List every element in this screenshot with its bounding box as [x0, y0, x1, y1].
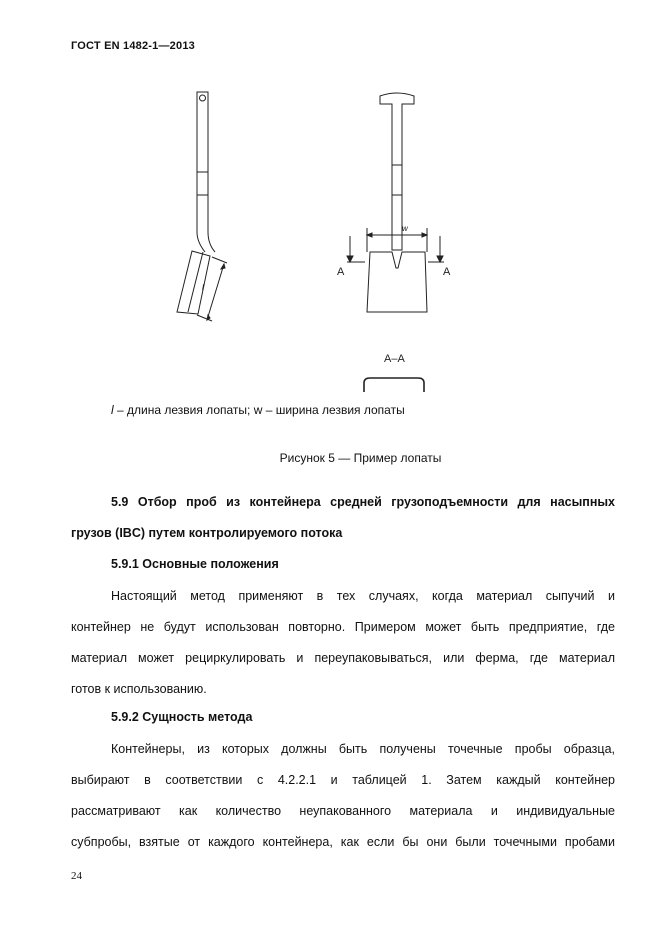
label-w: w	[402, 224, 408, 233]
paragraph-line: контейнер не будут использован повторно. Примером может быть предприятие, где	[71, 620, 615, 634]
figure-legend	[111, 403, 405, 417]
legend-l-text: – длина лезвия лопаты;	[113, 403, 254, 417]
paragraph-line: материал может рециркулировать и переупаковываться, или ферма, где материал	[71, 651, 615, 665]
paragraph-line: Контейнеры, из которых должны быть получены точечные пробы образца,	[111, 742, 615, 756]
section-5-9-2-paragraph	[71, 734, 615, 858]
legend-w-text: – ширина лезвия лопаты	[262, 403, 405, 417]
section-5-9-1-heading: 5.9.1 Основные положения	[111, 557, 279, 571]
figure-title: Рисунок 5 — Пример лопаты	[279, 451, 442, 465]
legend-l-symbol: l	[111, 403, 114, 417]
section-5-9-2-heading: 5.9.2 Сущность метода	[111, 710, 253, 724]
section-mark-left: A	[337, 266, 345, 278]
document-code: ГОСТ EN 1482-1—2013	[71, 40, 195, 52]
paragraph-line: субпробы, взятые от каждого контейнера, как если бы они были точечными пробами	[71, 835, 615, 849]
section-5-9-heading	[71, 487, 615, 549]
shovel-front-view	[347, 93, 444, 312]
section-5-9-heading-line2: грузов (IBC) путем контролируемого потока	[71, 526, 343, 540]
section-a-a-profile	[364, 378, 424, 392]
section-5-9-1-paragraph	[71, 581, 615, 705]
legend-w-symbol: w	[253, 403, 263, 417]
section-mark-right: A	[443, 266, 451, 278]
section-title: A–A	[384, 353, 405, 365]
page-number: 24	[71, 870, 82, 882]
shovel-figure	[160, 85, 460, 395]
paragraph-line: рассматривают как количество неупакованного материала и индивидуальные	[71, 804, 615, 818]
paragraph-line: выбирают в соответствии с 4.2.2.1 и таблицей 1. Затем каждый контейнер	[71, 773, 615, 787]
paragraph-line: Настоящий метод применяют в тех случаях, когда материал сыпучий и	[111, 589, 615, 603]
section-5-9-heading-line1: 5.9 Отбор проб из контейнера средней грузоподъемности для насыпных	[111, 495, 615, 509]
label-l: l	[202, 283, 204, 292]
paragraph-line: готов к использованию.	[71, 682, 207, 696]
